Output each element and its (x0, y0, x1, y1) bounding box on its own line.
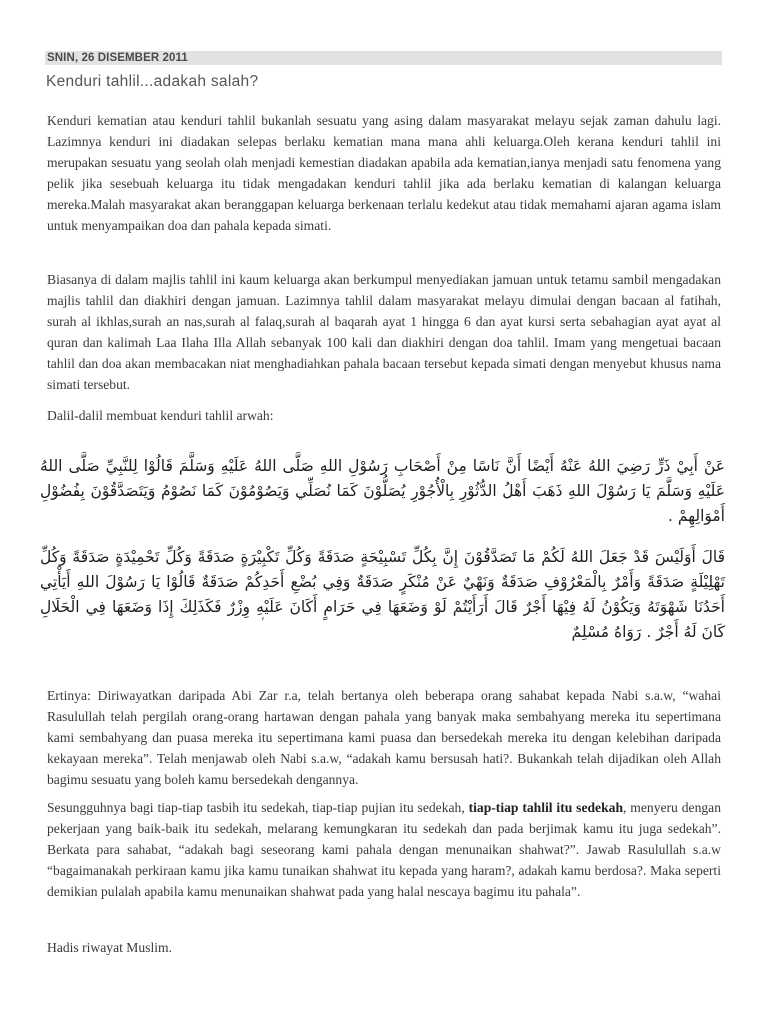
dalil-heading: Dalil-dalil membuat kenduri tahlil arwah: (47, 408, 274, 423)
post-title[interactable]: Kenduri tahlil...adakah salah? (46, 73, 259, 90)
p5-text-end: , menyeru dengan pekerjaan yang baik-baik itu sedekah, melarang kemungkaran itu sedekah dan pada berjimak kamu itu juga sedekah”. Berkata para sahabat, “adakah bagi seseorang kami pahala dengan menunaikan shahwat?”. Jawab Rasulullah s.a.w “bagaimanakah perkiraan kamu jika kamu tunaikan shahwat itu kepada yang haram?, adakah kamu berdosa?. Maka seperti demikian pulalah apabila kamu menunaikan shahwat pada yang halal nescaya bagimu itu pahala”. (47, 800, 721, 900)
arabic-hadith-block-1: عَنْ أَبِيْ ذَرٍّ رَضِيَ اللهُ عَنْهُ أَيْضًا أَنَّ نَاسًا مِنْ أَصْحَابِ رَسُوْلِ اللهِ صَلَّى اللهُ عَلَيْهِ وَسَلَّمَ قَالُوْا لِلنَّبِيِّ صَلَّى اللهُ عَلَيْهِ وَسَلَّمَ يَا رَسُوْلَ اللهِ ذَهَبَ أَهْلُ الدُّثُوْرِ بِالْأُجُوْرِ يُصَلُّوْنَ كَمَا نُصَلِّي وَيَصُوْمُوْنَ كَمَا نَصُوْمُ وَيَتَصَدَّقُوْنَ بِفُضُوْلِ أَمْوَالِهِمْ . (40, 457, 725, 525)
post-date-header: SNIN, 26 DISEMBER 2011 (45, 51, 722, 65)
translation-continued-paragraph (47, 797, 721, 902)
intro-paragraph: Kenduri kematian atau kenduri tahlil bukanlah sesuatu yang asing dalam masyarakat melayu sejak zaman dahulu lagi. Lazimnya kenduri ini diadakan selepas berlaku kematian mana mana ahli keluarga.Oleh kerana kenduri tahlil ini merupakan sesuatu yang seolah olah menjadi kemestian diadakan apabila ada kematian,ianya menjadi satu fenomena yang pelik jika sesebuah keluarga itu tidak mengadakan kenduri tahlil jika ada berlaku kematian di kalangan keluarga mereka.Malah masyarakat akan beranggapan keluarga berkenaan terlalu kedekut atau tidak memahami ajaran agama islam untuk menyampaikan doa dan pahala kepada simati. (47, 113, 721, 234)
hadith-source: Hadis riwayat Muslim. (47, 940, 172, 955)
arabic-hadith-block-2: قَالَ أَوَلَيْسَ قَدْ جَعَلَ اللهُ لَكُمْ مَا تَصَدَّقُوْنَ إِنَّ بِكُلِّ تَسْبِيْحَةٍ صَدَقَةً وَكُلِّ تَكْبِيْرَةٍ صَدَقَةً وَكُلِّ تَحْمِيْدَةٍ صَدَقَةً وَكُلِّ تَهْلِيْلَةٍ صَدَقَةً وَأَمْرٌ بِالْمَعْرُوْفِ صَدَقَةٌ وَنَهْيٌ عَنْ مُنْكَرٍ صَدَقَةٌ وَفِي بُضْعِ أَحَدِكُمْ صَدَقَةٌ قَالُوْا يَا رَسُوْلَ اللهِ أَيَأْتِي أَحَدُنَا شَهْوَتَهُ وَيَكُوْنُ لَهُ فِيْهَا أَجْرٌ قَالَ أَرَأَيْتُمْ لَوْ وَضَعَهَا فِي حَرَامٍ أَكَانَ عَلَيْهِ وِزْرٌ فَكَذَلِكَ إِذَا وَضَعَهَا فِي الْحَلَالِ كَانَ لَهُ أَجْرٌ . رَوَاهُ مُسْلِمٌ (40, 548, 725, 641)
translation-paragraph: Ertinya: Diriwayatkan daripada Abi Zar r.a, telah bertanya oleh beberapa orang sahabat kepada Nabi s.a.w, “wahai Rasulullah telah pergilah orang-orang hartawan dengan pahala yang banyak maka sembahyang mereka itu sepertimana kami sembahyang dan puasa mereka itu sepertimana kami puasa dan bersedekah mereka itu dengan kelebihan daripada kekayaan mereka”. Telah menjawab oleh Nabi s.a.w, “adakah kamu bersusah hati?. Bukankah telah dijadikan oleh Allah bagimu sesuatu yang boleh kamu bersedekah dengannya. (47, 688, 721, 788)
stray-mark: ʻ (261, 615, 265, 629)
tahlil-description-paragraph: Biasanya di dalam majlis tahlil ini kaum keluarga akan berkumpul menyediakan jamuan untuk tetamu sambil mengadakan majlis tahlil dan diakhiri dengan jamuan. Lazimnya tahlil dalam masyarakat melayu dimulai dengan bacaan al fatihah, surah al ikhlas,surah an nas,surah al falaq,surah al baqarah ayat 1 hingga 6 dan ayat kursi serta sebahagian ayat ayat al quran dan kalimah Laa Ilaha Illa Allah sebanyak 100 kali dan diakhiri dengan doa tahlil. Imam yang mengetuai bacaan tahlil dan doa akan membacakan niat menghadiahkan pahala bacaan tersebut kepada simati dengan menyebut khusus nama simati tersebut. (47, 272, 721, 393)
p5-text-start: Sesungguhnya bagi tiap-tiap tasbih itu sedekah, tiap-tiap pujian itu sedekah, (47, 800, 469, 815)
p5-bold-phrase: tiap-tiap tahlil itu sedekah (468, 800, 624, 815)
